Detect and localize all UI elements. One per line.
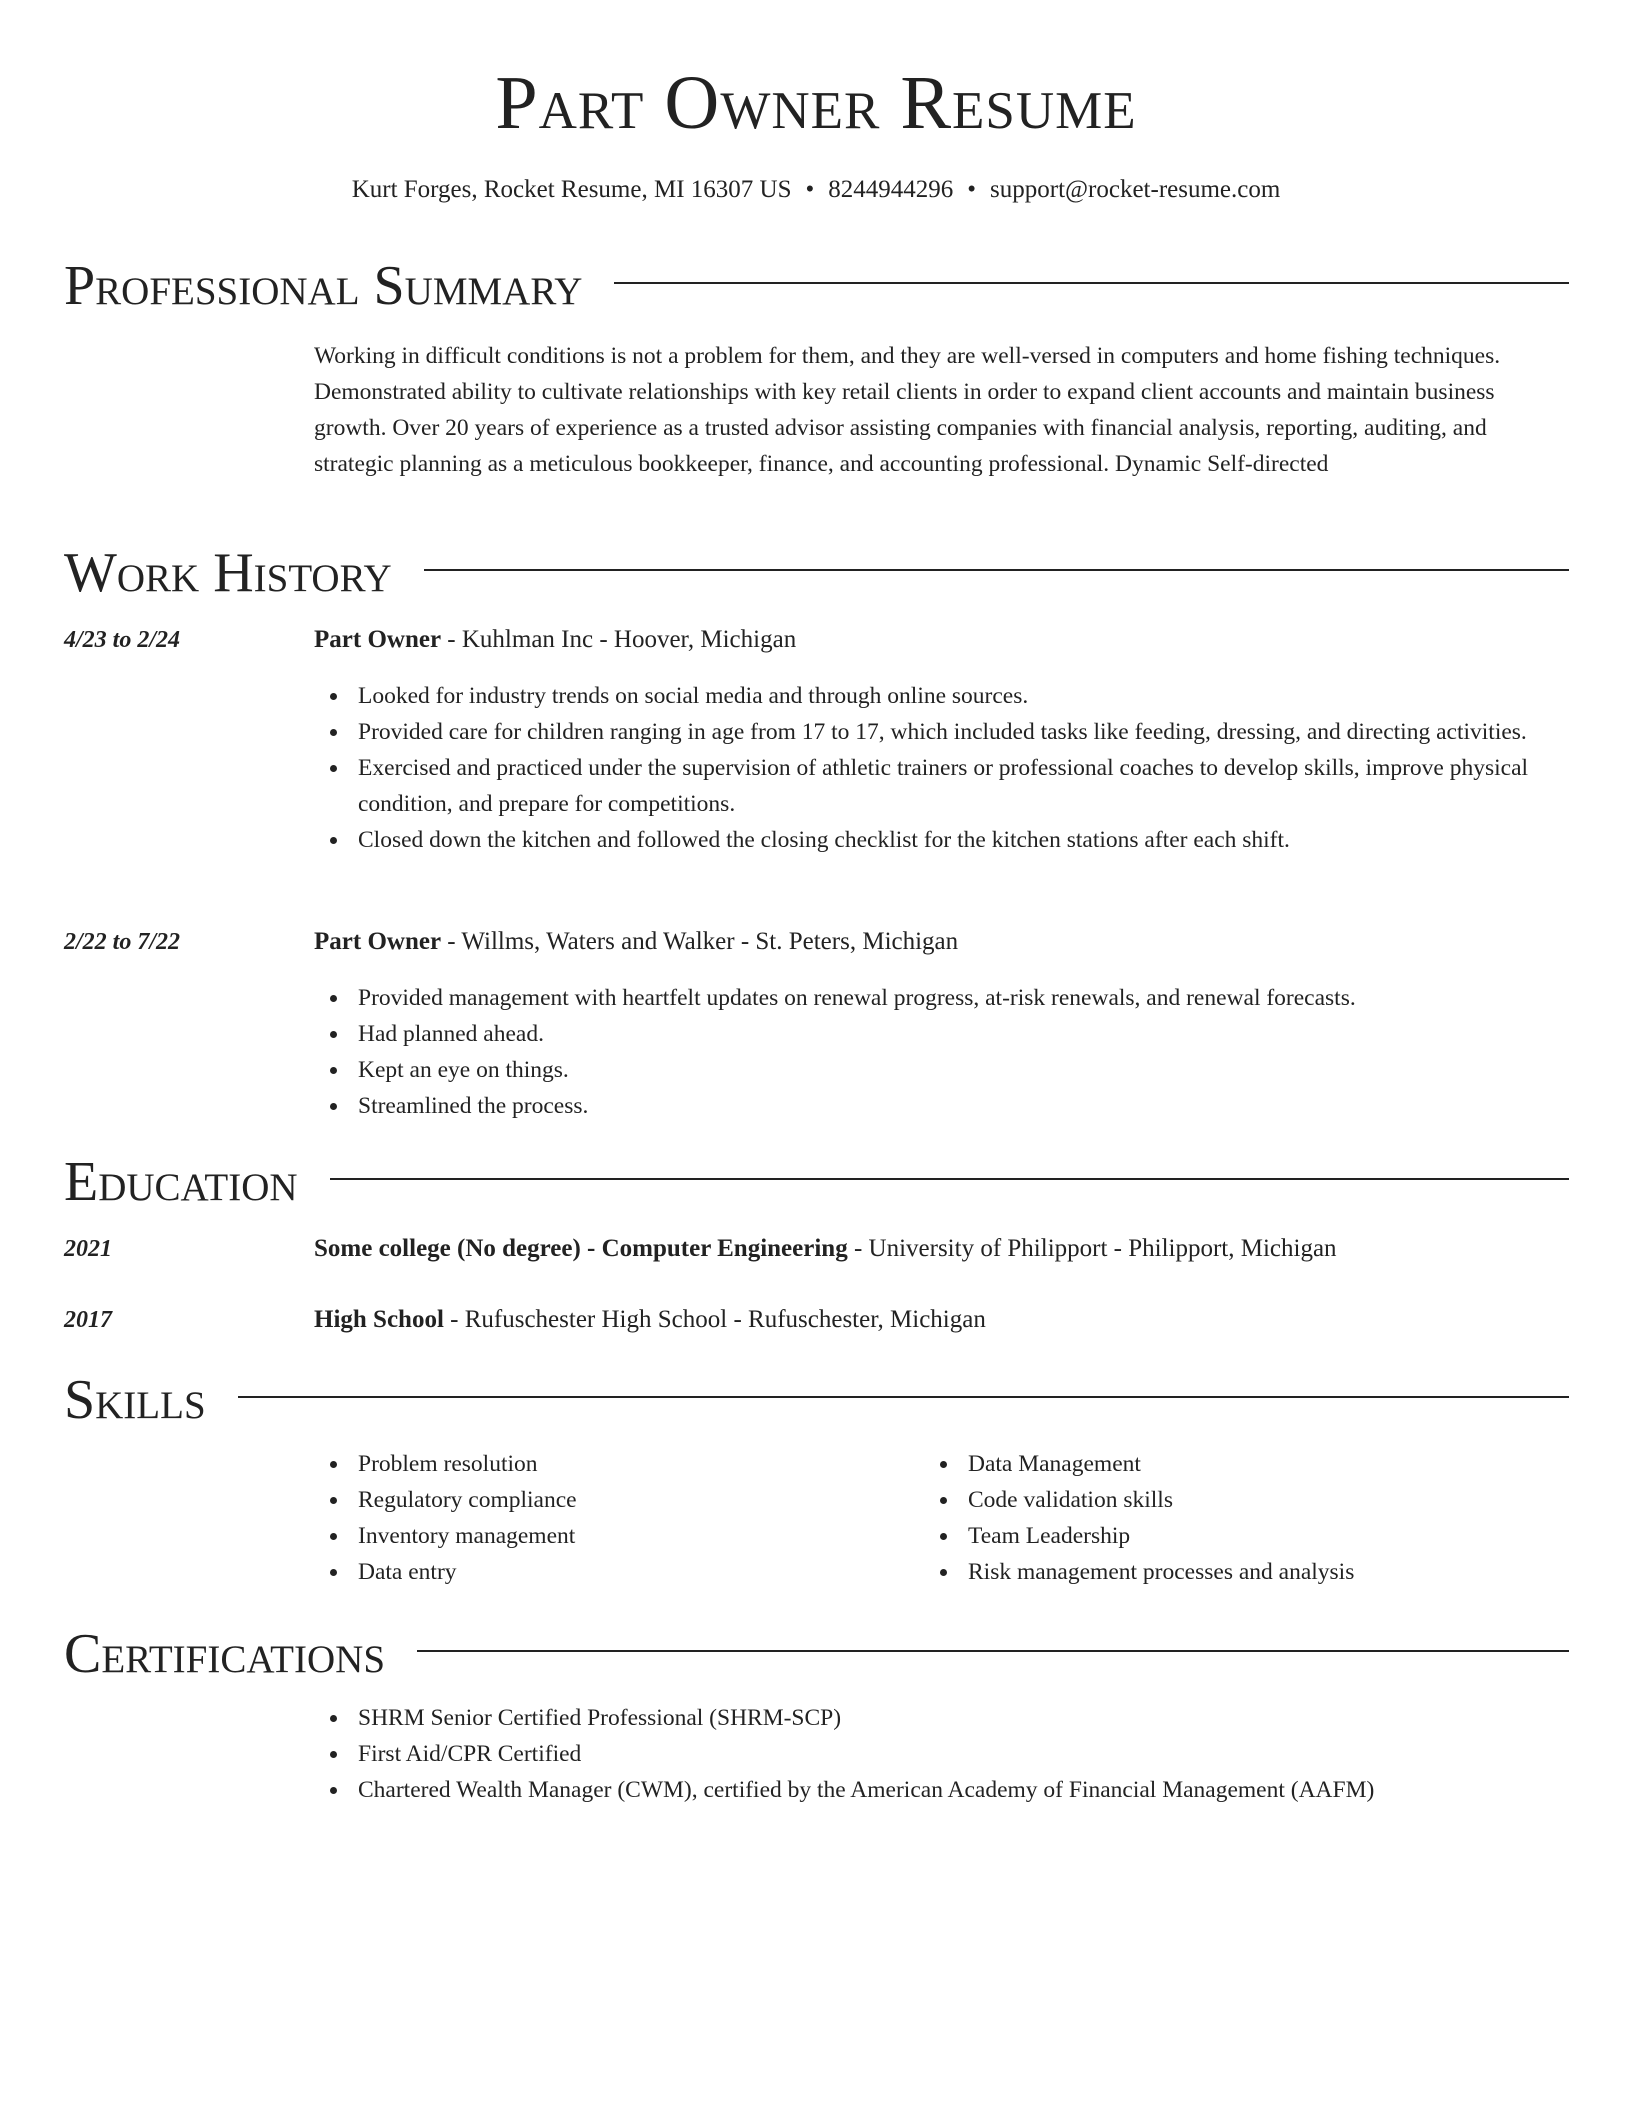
list-item: Provided care for children ranging in age from 17 to 17, which included tasks like feeding, dressing, and directing activities. — [358, 714, 1569, 750]
summary-text: Working in difficult conditions is not a problem for them, and they are well-versed in computers and home fishing techniques. Demonstrated ability to cultivate relationships with key retail clients in order to expand client accounts and maintain business growth. Over 20 years of experience as a trusted advisor assisting companies with financial analysis, reporting, auditing, and strategic planning as a meticulous bookkeeper, finance, and accounting professional. Dynamic Self-directed — [314, 343, 1501, 477]
skills-section-header — [64, 1368, 1569, 1432]
skill-item: Problem resolution — [358, 1446, 1569, 1482]
summary-section-header — [64, 254, 1569, 318]
education-details: - University of Philipport - Philipport, Michigan — [847, 1235, 1337, 1262]
list-item: Had planned ahead. — [358, 1016, 1569, 1052]
education-section-title: Education — [64, 1151, 298, 1213]
education-degree: Some college (No degree) - Computer Engineering — [314, 1235, 848, 1262]
section-divider — [417, 1650, 1569, 1652]
skills-section-title: Skills — [64, 1369, 206, 1431]
education-year: 2021 — [64, 1236, 112, 1262]
job-bullets — [314, 980, 1569, 1124]
skills-list-right — [924, 1446, 1632, 1590]
certifications-section-title: Certifications — [64, 1623, 386, 1685]
summary-section-title: Professional Summary — [64, 255, 583, 317]
job-details: - Kuhlman Inc - Hoover, Michigan — [441, 626, 797, 653]
education-details: - Rufuschester High School - Rufuschester, Michigan — [443, 1306, 986, 1333]
list-item: Kept an eye on things. — [358, 1052, 1569, 1088]
contact-separator: • — [805, 176, 815, 203]
skill-item: Data Management — [968, 1446, 1632, 1482]
skill-item: Code validation skills — [968, 1482, 1632, 1518]
skill-item: Team Leadership — [968, 1518, 1632, 1554]
list-item: Streamlined the process. — [358, 1088, 1569, 1124]
certifications-section-header — [64, 1622, 1569, 1686]
work-section-header — [64, 541, 1569, 605]
education-entry — [314, 1233, 1569, 1265]
certifications-list — [314, 1700, 1569, 1808]
education-year: 2017 — [64, 1307, 112, 1333]
list-item: Provided management with heartfelt updates on renewal progress, at-risk renewals, and renewal forecasts. — [358, 980, 1569, 1016]
education-entry — [314, 1304, 1569, 1336]
job-dates: 4/23 to 2/24 — [64, 627, 181, 653]
certification-item: Chartered Wealth Manager (CWM), certified by the American Academy of Financial Management (AAFM) — [358, 1772, 1569, 1808]
certification-item: SHRM Senior Certified Professional (SHRM-SCP) — [358, 1700, 1569, 1736]
skill-item: Data entry — [358, 1554, 1569, 1590]
resume-title: Part Owner Resume — [495, 61, 1137, 145]
contact-phone: 8244944296 — [828, 176, 954, 203]
job-role: Part Owner — [314, 626, 442, 653]
list-item: Exercised and practiced under the supervision of athletic trainers or professional coaches to develop skills, improve physical condition, and prepare for competitions. — [358, 750, 1569, 822]
contact-email: support@rocket-resume.com — [990, 176, 1281, 203]
job-bullets — [314, 678, 1569, 858]
list-item: Looked for industry trends on social media and through online sources. — [358, 678, 1569, 714]
contact-address: Kurt Forges, Rocket Resume, MI 16307 US — [351, 176, 792, 203]
list-item: Closed down the kitchen and followed the closing checklist for the kitchen stations after each shift. — [358, 822, 1569, 858]
contact-line — [0, 174, 1632, 206]
work-section-title: Work History — [64, 542, 392, 604]
job-dates: 2/22 to 7/22 — [64, 929, 181, 955]
section-divider — [330, 1178, 1569, 1180]
job-heading — [314, 624, 1569, 656]
certification-item: First Aid/CPR Certified — [358, 1736, 1569, 1772]
education-degree: High School — [314, 1306, 444, 1333]
contact-separator: • — [967, 176, 977, 203]
section-divider — [238, 1396, 1569, 1398]
job-heading — [314, 926, 1569, 958]
skill-item: Inventory management — [358, 1518, 1569, 1554]
job-details: - Willms, Waters and Walker - St. Peters, Michigan — [441, 928, 959, 955]
section-divider — [614, 282, 1569, 284]
job-role: Part Owner — [314, 928, 442, 955]
skill-item: Risk management processes and analysis — [968, 1554, 1632, 1590]
section-divider — [424, 569, 1569, 571]
education-section-header — [64, 1150, 1569, 1214]
skill-item: Regulatory compliance — [358, 1482, 1569, 1518]
